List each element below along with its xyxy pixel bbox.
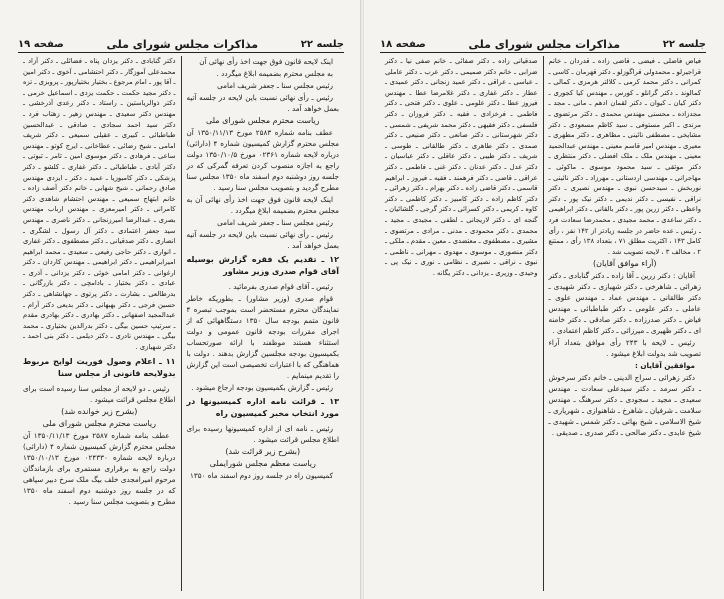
paragraph: (بشرح زیر خوانده شد) bbox=[61, 406, 138, 416]
section-heading: ۱۳ ـ قرائت نامه اداره کمیسیونها در مورد انتخاب مخبر کمیسیون راه bbox=[186, 397, 339, 418]
paragraph: دکتر گنابادی ـ دکتر یزدان پناه ـ فضائلی ـ دکتر آزاد ـ محمدعلی آموزگار ـ دکتر احتشامی ـ آخوی ـ دکتر امین ـ آقا پور ـ امام مرجوع ـ بختیار بختیارپور ـ پروبزی ـ تزه ـ دکتر مجید حکمت ـ حکمت یزدی ـ اسماعیل خرمی ـ دکتر ذوالریاستین ـ راستاد ـ دکتر رعدی آذرخشی ـ مهندس دکتر سعیدی ـ مهندس زهیر ـ زهتاب فرد ـ دکتر سید احمد سجادی ـ صادقی ـ عبدالحسین طباطبائی ـ کبیری ـ عقیلی سمیعی ـ دکتر شریف امامی ـ شیخ رضائی ـ عطاخانی ـ ایرج کوتو ـ مهندس ساعی ـ فرهادی ـ دکتر موسوی امین ـ ثامر ـ ثبوتی ـ دکتر آبادی ـ طباطبائی ـ دکتر غفاری ـ کلشو ـ دکتر پزشکی ـ دکتر کامبوزیا ـ عمید ـ دکتر ـ ایزدی مهندس صادق رحمانی ـ شیخ شهابی ـ خانم دکتر آصف زاده ـ خانم ابتهاج سمیعی ـ مهندس احتشام شاهدی دکتر کامرانی ـ دکتر امیرمعزی ـ مهندس ارباب مهندس بصری ـ عبدالرضا امیرزنجانی ـ دکتر ناصری ـ مهندس سید جعفر اعتمادی ـ دکتر آل رسول ـ لشگری ـ انصاری ـ دکتر صدقیانی ـ دکتر مصطفوی ـ دکتر غفاری ـ انواری ـ دکتر حاجی رفیعی ـ سعیدی ـ محمد ابراهیم امیرابراهیمی ـ دکتر ابراهیمی ـ مهندس کاردان ـ دکتر ارغوانی ـ دکتر امامی خوئی ـ دکتر یزدانی ـ آذری ـ عبادی ـ دکتر بختیار ـ بادامچی ـ دکتر بازرگانی ـ بدرطالعی ـ بشارت ـ دکتر پرتوی ـ جهانشاهی ـ دکتر حسین فرجی ـ دکتر بهبهانی ـ دکتر بدیعی دکتر آرام ـ عبدالمجید اصفهانی ـ دکتر بهادری ـ دکتر بهادری مقدم ـ سرتیپ حسین بیگی ـ دکتر بدرالدین بختیاری ـ محمد بیگی ـ مهندس نادری ـ دکتر دیلمی ـ دکتر بنی احمد ـ دکتر شهبازی . bbox=[23, 57, 176, 352]
paragraph: اینک لایحه قانون فوق جهت اخذ رأی نهائی آن به مجلس محترم بضمیمه ابلاغ میگردد . bbox=[186, 195, 339, 215]
paragraph: عطف بنامه شماره ۲۵۸۳ مورخ ۱۳۵۰/۱۱/۱۳ آن مجلس محترم گزارش کمیسیون شماره ۴ (دارائی) درباره لایحه شماره ۰۲۳۶۱ مورخ ۱۳۵۰/۱۰/۵ دولت راجع به اجازه منصوب کردن تعرفه گمرکی که در جلسه روز دوشنبه دوم اسفند ماه ۱۳۵۰ مجلس سنا مطرح گردید و بتصویب مجلس سنا رسید . bbox=[186, 128, 339, 192]
right-page-left-column bbox=[380, 56, 544, 591]
paragraph: رئیس ـ لایحه با ۲۴۳ رأی موافق بتعداد آراء تصویب شد بدولت ابلاغ میشود . bbox=[548, 338, 701, 359]
paragraph: رئیس ـ رأی نهائی نسبت باین لایحه در جلسه آتیه بعمل خواهد آمد . bbox=[186, 230, 339, 250]
paragraph: فیاض فاضلی ـ فیضی ـ قاضی زاده ـ قدردان ـ خاتم قراجیرلو ـ محمدولی قراگوزلو ـ دکتر قهرمان ـ کاسی ـ کمرانی ـ دکتر محمد کرمی ـ کلالتر هرمزی ـ کمالی ـ کمالوند ـ دکتر گرانلو ـ کورس ـ مهندس کیا کجوری ـ دکتر کیان ـ کیوان ـ دکتر لقمان ادهم ـ مانی ـ مجد ـ مجدزاده ـ محسنی مهندس محمدی ـ دکتر مرتضوی ـ مرندی ـ اکبر مستوفی ـ سید کاظم مسعودی ـ دکتر مشایخی ـ مصطفی نائینی ـ مظاهری ـ دکتر مطهری ـ معیری ـ مهندس امیر قاسم معینی ـ مهندس عبدالحمید معینی ـ مهندس ملک ـ ملک افضلی ـ دکتر منتظری ـ دکتر موثقی ـ سید محمود موسوی ـ ماکوئی ـ مهاجرانی ـ مهندسی اردستانی ـ مهرزاد ـ دکتر نائینی ـ نوربخش ـ سیدحسن نبوی ـ مهندس نصیری ـ دکتر نراقی ـ نفیسی ـ دکتر ندیمی ـ دکتر نیک پور ـ دکتر واعظی ـ دکتر زرین پور ـ دکتر بالقانی ـ دکتر ابراهیمی ـ دکتر ساعدی ـ محمد مجیدی ـ محمدرضا سعادت فرد ـ رئیس ـ عده حاضر در جلسه زیادتر از ۱۴۲ نفر ، رأی کامل ۱۴۳ ، اکثریت مطلق ۷۱ ، بتعداد ۱۳۸ رأی ، ممتنع ۲ ، مخالف ۳ ، لایحه تصویب شد . bbox=[548, 57, 701, 256]
section-heading: ۱۲ ـ تقدیم یک فقره گزارش بوسیله آقای قوام صدری وزیر مشاور bbox=[186, 255, 339, 276]
paragraph: ریاست معظم مجلس شورایملی bbox=[209, 459, 316, 468]
paragraph: رئیس مجلس سنا ـ جعفر شریف امامی bbox=[217, 218, 333, 227]
right-page-columns bbox=[380, 56, 706, 591]
left-page-header bbox=[18, 36, 344, 53]
right-page-title: مذاکرات مجلس شورای ملی bbox=[468, 37, 621, 51]
left-session-label: جلسه ۲۲ bbox=[300, 38, 344, 50]
left-page-left-column bbox=[18, 56, 182, 591]
paragraph: کمیسیون راه در جلسه روز دوم اسفند ماه ۱۳۵۰ bbox=[190, 471, 333, 480]
paragraph: رئیس ـ دو لایحه از مجلس سنا رسیده است برای اطلاع مجلس قرائت میشود . bbox=[23, 383, 176, 404]
right-session-label: جلسه ۲۲ bbox=[662, 38, 706, 50]
paragraph: ریاست محترم مجلس شورای ملی bbox=[205, 116, 320, 125]
paragraph: به مجلس محترم بضمیمه ابلاغ میگردد . bbox=[216, 69, 333, 78]
section-heading: ۱۱ ـ اعلام وصول فوریت لوایح مربوط بدولایحه قانونی از مجلس سنا bbox=[23, 356, 176, 378]
book-gutter bbox=[360, 0, 364, 599]
paragraph: دکتر زهرائی ـ سراج الدینی ـ خانم دکتر سرخوش ـ دکتر سرمد ـ دکتر سیدعلی سعادت ـ مهندس سعیدی ـ مجید ـ سجودی ـ دکتر سرهنگ ـ مهندس سلامت ـ شرفیان ـ شاهرخ ـ شاهنوازی ـ شهریاری ـ شیخ الاسلامی ـ شیخ بهائی ـ دکتر شمس ـ شهیدی ـ شیخ عابدی ـ دکتر صالحی ـ دکتر صدری ـ صدیقی . bbox=[548, 373, 701, 438]
left-page-right-column bbox=[182, 56, 345, 591]
paragraph: موافقین آقایان : bbox=[635, 361, 695, 371]
paragraph: آقایان : دکتر زرین ـ آقا زاده ـ دکتر گنابادی ـ دکتر زهرائی ـ شاهرخی ـ دکتر شهبازی ـ دکتر شهیدی ـ دکتر طالقانی ـ مهندس عماد ـ مهندس علوی ـ عاملی ـ دکتر علومی ـ دکتر طباطبائی ـ مهندس فیاض ـ دکتر صدرزاده ـ دکتر صادقی ـ دکتر خامنه ای ـ دکتر ظهیری ـ میرزائی ـ دکتر کاظم اعتمادی . bbox=[548, 271, 701, 336]
paragraph: قوام صدری (وزیر مشاور) ـ بطوریکه خاطر نمایندگان محترم مستحضر است بموجب تبصره ۴ قانون متمم بودجه سال ۱۳۵۰ دستگاههائی که از اجرای مقررات بودجه قانون عمومی و دولت استثناء هستند موظفند با ارائه صورتحساب بکمیسیون بودجه مجلسین گزارش بدهند . دولت با هماهنگی که با اعتبارات تخصیصی است این گزارش را تقدیم مینمایم . bbox=[186, 294, 340, 380]
right-page-right-column bbox=[544, 56, 707, 591]
paragraph: رئیس مجلس سنا ـ جعفر شریف امامی bbox=[217, 81, 333, 90]
left-page-columns bbox=[18, 56, 344, 591]
paragraph: (آراء موافق آقایان) bbox=[592, 259, 657, 269]
paragraph: رئیس ـ رأی نهائی نسبت باین لایحه در جلسه آتیه بعمل خواهد آمد . bbox=[186, 93, 339, 113]
paragraph: (بشرح زیر قرائت شد) bbox=[225, 447, 301, 456]
paragraph: صدقیانی زاده ـ دکتر صفائی ـ خانم صفی نیا ـ دکتر ضرابی ـ خانم دکتر صمیمی ـ دکتر عرب ـ دکتر عاملی ـ عباسی ـ عراقی ـ دکتر عمید زنجانی ـ دکتر عمیدی ـ عطار ـ دکتر غفاری ـ دکتر غلامرضا عطا ـ مهندس فیروز عطا ـ دکتر علومی ـ علوی ـ دکتر فتحی ـ دکتر فاطمی ـ فرخزادی ـ فقیه ـ دکتر فروزان ـ دکتر فلسفی ـ دکتر فقیهی ـ دکتر محمد شریفی ـ شمسی ـ دکتر شهرستانی ـ دکتر صانعی ـ دکتر صنیعی ـ دکتر صمدی ـ دکتر طاهری ـ دکتر طالقانی ـ طوسی ـ شریف ـ دکتر طیبی ـ دکتر عاقلی ـ دکتر عباسیان ـ دکتر عدل ـ دکتر عدنان ـ دکتر غنی ـ فاطمی ـ دکتر عراقی ـ قاضی ـ دکتر فرهمند ـ فقیه ـ فیروز ـ ابراهیم قاسمی ـ دکتر قاضی زاده ـ دکتر بهرام ـ دکتر زهرائی ـ دکتر کاظم زاده ـ دکتر کامبیز ـ دکتر کاظمی ـ دکتر کاوه ـ کریمی ـ دکتر کسرائی ـ دکتر گرجی ـ گلشائیان ـ گنجه ای ـ دکتر لاریجانی ـ لطفی ـ مجیدی ـ مجید ـ محمدی ـ دکتر محمودی ـ مدنی ـ مرادی ـ مرتضوی ـ مشیری ـ مصطفوی ـ معتضدی ـ معین ـ مقدم ـ ملکی ـ دکتر منصوری ـ موسوی ـ مهدوی ـ مهرانی ـ ناظمی ـ نبوی ـ نراقی ـ نصیری ـ نظامی ـ نوری ـ نیک پی ـ وحیدی ـ وزیری ـ یزدانی ـ دکتر یگانه . bbox=[385, 57, 538, 277]
right-page bbox=[362, 0, 724, 599]
paragraph: عطف بنامه شماره ۲۵۸۷ مورخ ۱۳۵۰/۱۱/۱۳ آن مجلس محترم گزارش کمیسیون شماره ۴ (دارائی) درباره لایحه شماره ۰۲۴۳۳۰ مورخ ۱۳۵۰/۱۰/۱۳ دولت راجع به برقراری مستمری برای بازماندگان مرحوم امیرامجدی خلف بیگ ملک سرخ دبیر سپاهی که در جلسه روز دوشنبه دوم اسفند ماه ۱۳۵۰ مطرح و بتصویب مجلس سنا رسید . bbox=[23, 430, 176, 506]
right-page-number: صفحه ۱۸ bbox=[380, 38, 426, 50]
left-page-title: مذاکرات مجلس شورای ملی bbox=[106, 37, 259, 51]
paragraph: رئیس ـ گزارش بکمیسیون بودجه ارجاع میشود . bbox=[191, 383, 333, 392]
right-page-header bbox=[380, 36, 706, 53]
left-page-number: صفحه ۱۹ bbox=[18, 38, 64, 50]
paragraph: رئیس ـ نامه ای از اداره کمیسیونها رسیده برای اطلاع مجلس قرائت میشود . bbox=[186, 424, 339, 444]
paragraph: اینک لایحه قانون فوق جهت اخذ رأی نهائی آن bbox=[199, 57, 333, 66]
paragraph: ریاست محترم مجلس شورای ملی bbox=[42, 418, 157, 428]
paragraph: رئیس ـ آقای قوام صدری بفرمائید . bbox=[228, 282, 333, 291]
